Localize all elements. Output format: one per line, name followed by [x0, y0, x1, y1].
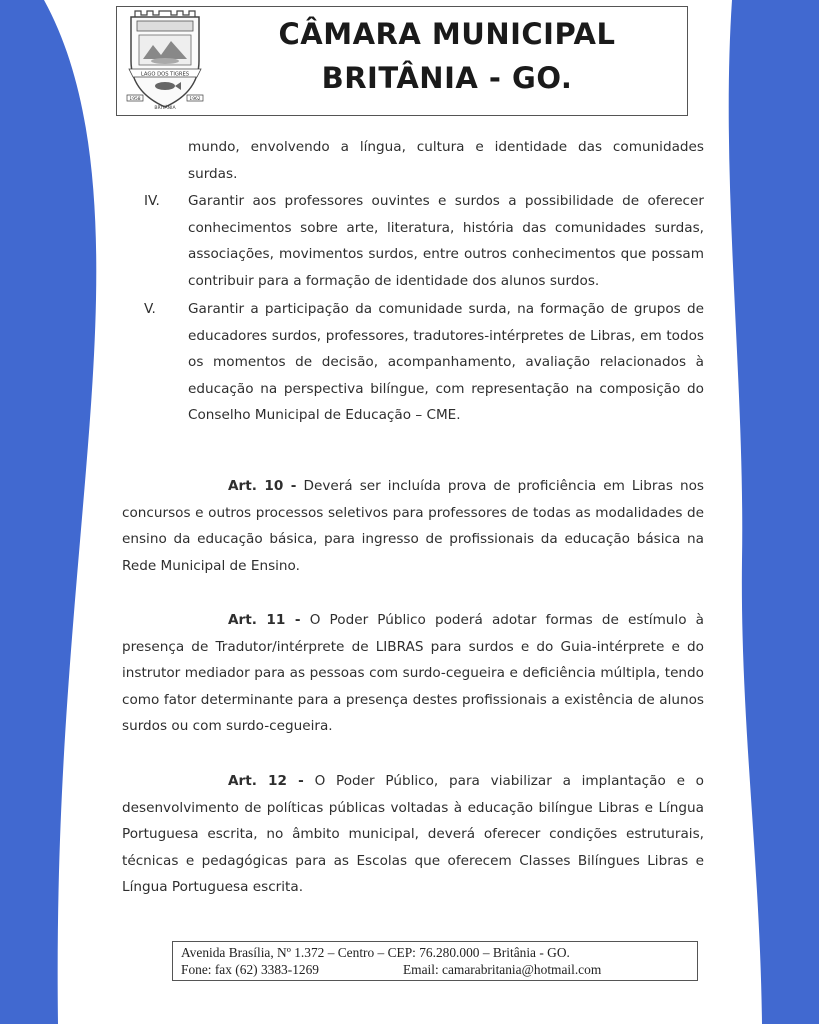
letterhead: [116, 6, 688, 116]
footer-phone: Fone: fax (62) 3383-1269: [181, 962, 319, 977]
letterhead-title-line-1: CÂMARA MUNICIPAL: [278, 17, 616, 51]
article-12: [122, 768, 704, 901]
article-label: Art. 11 -: [228, 612, 301, 628]
article-11: [122, 607, 704, 740]
intro-line-2: surdas.: [188, 165, 238, 182]
article-text: O Poder Público, para viabilizar a implantação e o desenvolvimento de políticas públicas voltadas à educação bilíngue Libras e Língua Portuguesa escrita, no âmbito municipal, deverá oferecer condições estruturais, técnicas e pedagógicas para as Escolas que oferecem Classes Bilíngues Libras e Língua Portuguesa escrita.: [122, 773, 705, 896]
footer-address-box: [172, 941, 698, 981]
footer-email: Email: camarabritania@hotmail.com: [403, 962, 602, 977]
article-text: O Poder Público poderá adotar formas de estímulo à presença de Tradutor/intérprete de LIBRAS para surdos e do Guia-intérprete e do instrutor mediador para as pessoas com surdo-cegueira e deficiência múltipla, tendo como fator determinante para a presença destes profissionais a existência de alunos surdos ou com surdo-cegueira.: [122, 612, 704, 735]
intro-line-1: mundo, envolvendo a língua, cultura e identidade das comunidades: [188, 139, 704, 155]
article-10: [122, 473, 704, 579]
municipal-crest-icon: [121, 9, 209, 111]
article-label: Art. 12 -: [228, 773, 304, 789]
list-number: V.: [144, 301, 156, 317]
crest-year-left: 1958: [129, 97, 141, 102]
list-number: IV.: [144, 193, 160, 209]
intro-continuation: [122, 134, 704, 187]
article-label: Art. 10 -: [228, 478, 297, 494]
list-item-text: Garantir a participação da comunidade surda, na formação de grupos de educadores surdos, professores, tradutores-intérpretes de Libras, em todos os momentos de decisão, acompanhamento, avaliação relacionados à educação na perspectiva bilíngue, com representação na composição do Conselho Municipal de Educação – CME.: [188, 301, 704, 424]
list-item-text: Garantir aos professores ouvintes e surdos a possibilidade de oferecer conhecimentos sobre arte, literatura, história das comunidades surdas, associações, movimentos surdos, entre outros conhecimentos que possam contribuir para a formação de identidade dos alunos surdos.: [188, 193, 704, 289]
crest-base-text: BRITÂNIA: [154, 106, 176, 111]
article-text: Deverá ser incluída prova de proficiência em Libras nos concursos e outros processos seletivos para professores de todas as modalidades de ensino da educação básica, para ingresso de profissionais da educação básica na Rede Municipal de Ensino.: [122, 478, 704, 574]
crest-banner-text: LAGO DOS TIGRES: [140, 71, 190, 78]
list-item-iv: [122, 188, 704, 294]
crest-year-right: 1962: [189, 97, 201, 102]
footer-address: Avenida Brasília, Nº 1.372 – Centro – CEP: 76.280.000 – Britânia - GO.: [181, 945, 570, 960]
list-item-v: [122, 296, 704, 429]
letterhead-title-line-2: BRITÂNIA - GO.: [321, 61, 573, 95]
